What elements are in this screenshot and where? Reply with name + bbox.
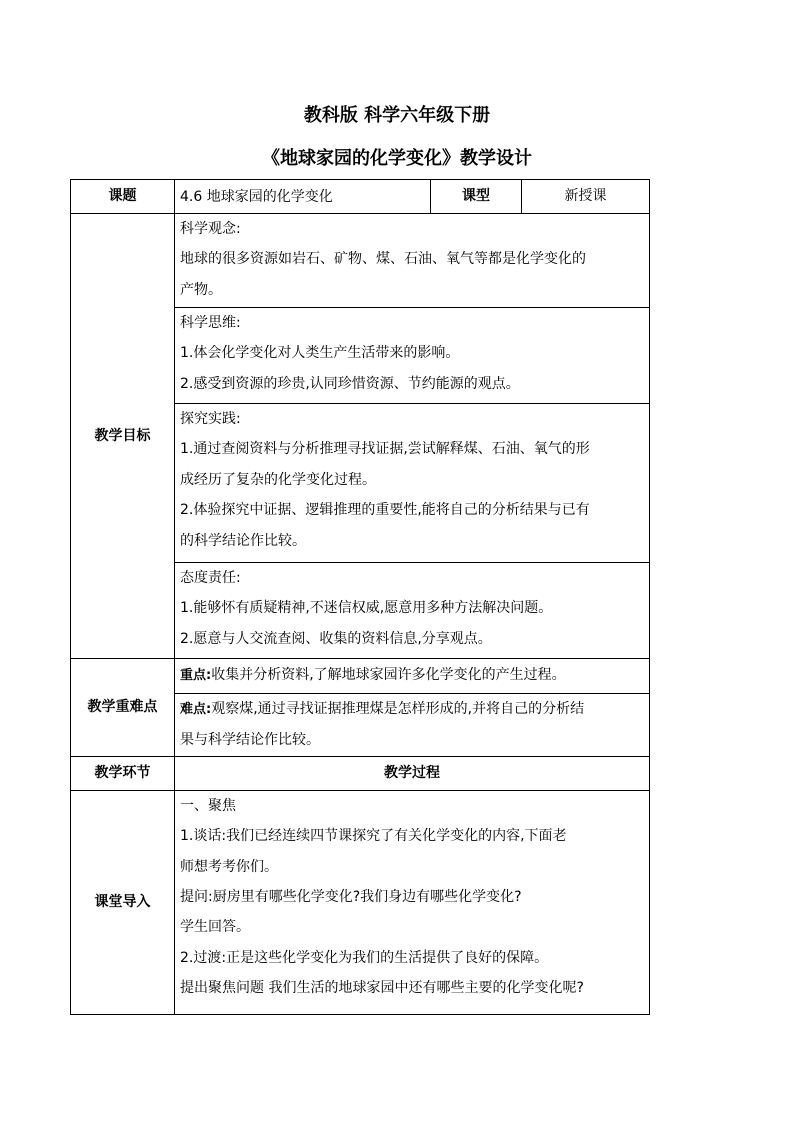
document-title: 教科版 科学六年级下册 bbox=[303, 105, 491, 126]
objective-line: 1.体会化学变化对人类生产生活带来的影响。 bbox=[180, 345, 460, 362]
intro-row bbox=[71, 790, 650, 1014]
objective-block-concept bbox=[175, 214, 650, 308]
intro-line: 学生回答。 bbox=[180, 919, 250, 936]
intro-content bbox=[175, 790, 650, 1014]
intro-label: 课堂导入 bbox=[71, 790, 175, 1014]
objective-block-practice bbox=[175, 404, 650, 563]
objectives-label: 教学目标 bbox=[71, 214, 175, 659]
intro-line: 2.过渡:正是这些化学变化为我们的生活提供了良好的保障。 bbox=[180, 949, 549, 966]
stage-header: 教学环节 bbox=[71, 756, 175, 790]
difficulty-label: 难点: bbox=[180, 702, 212, 717]
difficulty-cell bbox=[175, 694, 650, 757]
intro-line: 提出聚焦问题 我们生活的地球家园中还有哪些主要的化学变化呢? bbox=[180, 980, 584, 997]
lesson-type-label: 课型 bbox=[431, 180, 522, 214]
objective-heading: 科学思维: bbox=[180, 315, 241, 331]
difficulty-text: 观察煤,通过寻找证据推理煤是怎样形成的,并将自己的分析结 bbox=[211, 701, 585, 717]
objective-block-attitude bbox=[175, 563, 650, 659]
key-point-text: 收集并分析资料,了解地球家园许多化学变化的产生过程。 bbox=[211, 667, 566, 684]
objective-block-thinking bbox=[175, 308, 650, 404]
process-header: 教学过程 bbox=[175, 756, 650, 790]
objective-line: 的科学结论作比较。 bbox=[180, 532, 306, 549]
objective-heading: 探究实践: bbox=[180, 411, 241, 427]
objective-line: 2.愿意与人交流查阅、收集的资料信息,分享观点。 bbox=[180, 630, 492, 647]
objectives-row-concept bbox=[71, 214, 650, 308]
intro-line: 师想考考你们。 bbox=[180, 858, 278, 875]
objective-line: 地球的很多资源如岩石、矿物、煤、石油、氧气等都是化学变化的 bbox=[180, 251, 586, 268]
objective-line: 成经历了复杂的化学变化过程。 bbox=[180, 471, 376, 488]
intro-line: 一、聚焦 bbox=[180, 797, 236, 814]
keypoints-row bbox=[71, 659, 650, 694]
process-header-row bbox=[71, 756, 650, 790]
objective-heading: 态度责任: bbox=[180, 570, 241, 586]
topic-row bbox=[71, 180, 650, 214]
lesson-plan-table bbox=[70, 179, 650, 1015]
objective-heading: 科学观念: bbox=[180, 221, 241, 237]
key-point-cell bbox=[175, 659, 650, 694]
topic-value: 4.6 地球家园的化学变化 bbox=[175, 180, 431, 214]
objective-line: 2.体验探究中证据、逻辑推理的重要性,能将自己的分析结果与已有 bbox=[180, 502, 590, 519]
keypoints-label: 教学重难点 bbox=[71, 659, 175, 757]
intro-line: 提问:厨房里有哪些化学变化?我们身边有哪些化学变化? bbox=[180, 889, 522, 906]
topic-label: 课题 bbox=[71, 180, 175, 214]
difficulty-text-cont: 果与科学结论作比较。 bbox=[180, 732, 320, 749]
lesson-type-value: 新授课 bbox=[522, 180, 650, 214]
objective-line: 2.感受到资源的珍贵,认同珍惜资源、节约能源的观点。 bbox=[180, 375, 520, 392]
intro-line: 1.谈话:我们已经连续四节课探究了有关化学变化的内容,下面老 bbox=[180, 828, 567, 845]
key-point-label: 重点: bbox=[180, 668, 212, 684]
objective-line: 1.能够怀有质疑精神,不迷信权威,愿意用多种方法解决问题。 bbox=[180, 600, 553, 617]
document-subtitle: 《地球家园的化学变化》教学设计 bbox=[262, 148, 532, 169]
objective-line: 1.通过查阅资料与分析推理寻找证据,尝试解释煤、石油、氧气的形 bbox=[180, 441, 590, 458]
objective-line: 产物。 bbox=[180, 281, 222, 298]
